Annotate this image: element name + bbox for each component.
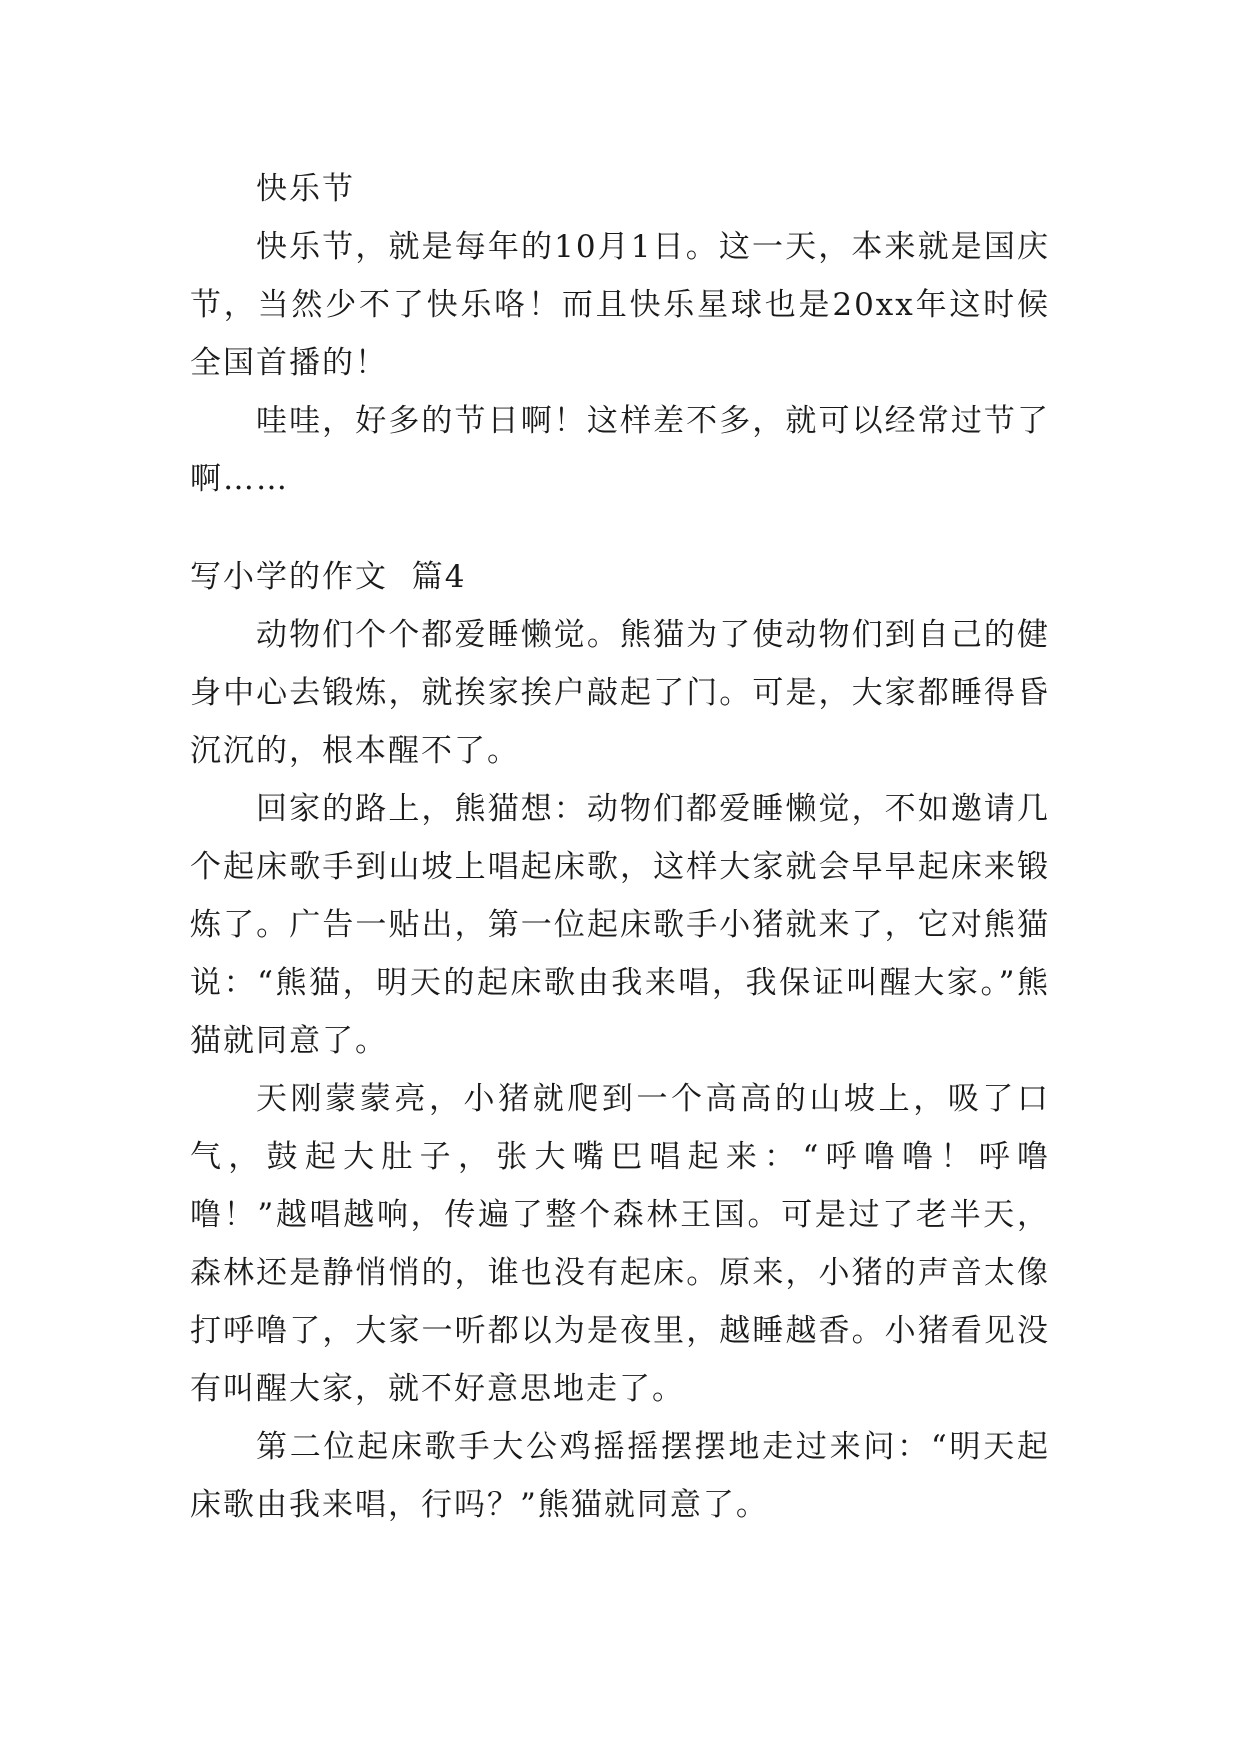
paragraph: 回家的路上，熊猫想：动物们都爱睡懒觉，不如邀请几个起床歌手到山坡上唱起床歌，这样大家就会早早起床来锻炼了。广告一贴出，第一位起床歌手小猪就来了，它对熊猫说：“熊猫，明天的起床歌由我来唱，我保证叫醒大家。”熊猫就同意了。 <box>190 791 1050 1059</box>
essay-title: 写小学的作文 篇4 <box>190 559 467 595</box>
paragraph: 哇哇，好多的节日啊！这样差不多，就可以经常过节了啊…… <box>190 403 1050 497</box>
paragraph: 动物们个个都爱睡懒觉。熊猫为了使动物们到自己的健身中心去锻炼，就挨家挨户敲起了门。可是，大家都睡得昏沉沉的，根本醒不了。 <box>190 617 1050 769</box>
paragraph: 快乐节，就是每年的10月1日。这一天，本来就是国庆节，当然少不了快乐咯！而且快乐星球也是20xx年这时候全国首播的！ <box>190 229 1050 381</box>
paragraph: 第二位起床歌手大公鸡摇摇摆摆地走过来问：“明天起床歌由我来唱，行吗？”熊猫就同意了。 <box>190 1429 1050 1523</box>
paragraph: 天刚蒙蒙亮，小猪就爬到一个高高的山坡上，吸了口气，鼓起大肚子，张大嘴巴唱起来：“呼噜噜！呼噜噜！”越唱越响，传遍了整个森林王国。可是过了老半天，森林还是静悄悄的，谁也没有起床。原来，小猪的声音太像打呼噜了，大家一听都以为是夜里，越睡越香。小猪看见没有叫醒大家，就不好意思地走了。 <box>190 1081 1050 1407</box>
document-page <box>190 160 1050 1534</box>
section-gap <box>190 508 1050 548</box>
section-heading: 快乐节 <box>256 171 355 207</box>
